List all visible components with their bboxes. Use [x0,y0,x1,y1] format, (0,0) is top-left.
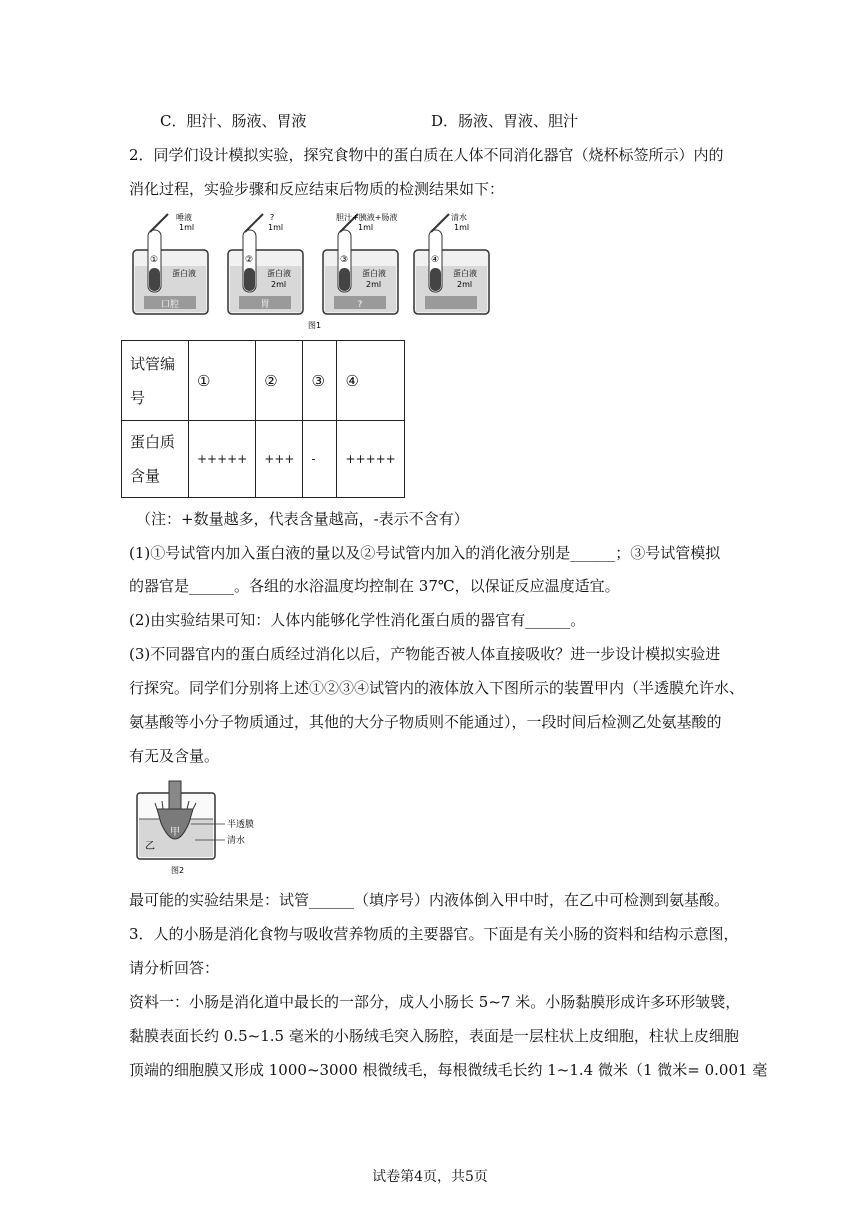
table-cell-tube-2: ② [256,341,303,421]
table-cell-content-2: +++ [256,421,303,498]
beaker-2 [228,213,303,314]
table-cell-tube-1: ① [189,341,256,421]
results-table [121,340,405,498]
table-cell-content-3: - [303,421,337,498]
q2-result: 最可能的实验结果是：试管______（填序号）内液体倒入甲中时，在乙中可检测到氨基酸。 [129,891,730,909]
beaker-2-num: ② [245,255,254,265]
table-cell-tube-4: ④ [337,341,404,421]
table-header-protein-content-b: 含量 [130,467,161,485]
beaker-3-added: 胆汁+胰液+肠液 [336,213,398,222]
table-cell-content-4: +++++ [337,421,404,498]
beaker-4-liquid: 蛋白液 [453,269,477,278]
table-header-protein-content [122,421,189,498]
beaker-3-liquid: 蛋白液 [362,269,386,278]
q2-sub3-line1: (3)不同器官内的蛋白质经过消化以后，产物能否被人体直接吸收？进一步设计模拟实验进 [129,645,721,663]
q2-sub1-line2: 的器官是______。各组的水浴温度均控制在 37℃，以保证反应温度适宜。 [129,577,620,595]
beaker-2-liquid-vol: 2ml [271,280,287,289]
q2-intro-line1: 2．同学们设计模拟实验，探究食物中的蛋白质在人体不同消化器官（烧杯标签所示）内的 [129,146,724,164]
figure-2-label-jia: 甲 [170,827,180,838]
table-header-tube-number-b: 号 [130,388,146,407]
beaker-1-added: 唾液 [176,213,192,222]
q2-sub3-line4: 有无及含量。 [129,747,220,765]
page-footer: 试卷第4页，共5页 [372,1169,488,1185]
figure-1 [128,208,498,333]
beaker-4-liquid-vol: 2ml [457,280,473,289]
table-cell-tube-3: ③ [303,341,337,421]
q2-sub3-line3: 氨基酸等小分子物质通过，其他的大分子物质则不能通过），一段时间后检测乙处氨基酸的 [129,713,722,731]
figure-2-label-membrane: 半透膜 [227,820,255,830]
q3-line1: 3．人的小肠是消化食物与吸收营养物质的主要器官。下面是有关小肠的资料和结构示意图， [129,925,739,943]
table-header-protein-content-a: 蛋白质 [130,433,176,451]
q2-sub1-line1: (1)①号试管内加入蛋白液的量以及②号试管内加入的消化液分别是______；③号试管模拟 [129,544,721,562]
figure-2-label-water: 清水 [227,836,246,846]
option-c: C．胆汁、肠液、胃液 [160,112,307,130]
q2-sub2: (2)由实验结果可知：人体内能够化学性消化蛋白质的器官有______。 [129,611,586,629]
q3-material-line1: 资料一：小肠是消化道中最长的一部分，成人小肠长 5~7 米。小肠黏膜形成许多环形皱襞， [129,993,741,1011]
table-note: （注：+数量越多，代表含量越高，-表示不含有） [136,510,469,528]
beaker-1-added-vol: 1ml [179,223,195,232]
table-cell-content-1: +++++ [189,421,256,498]
beaker-4 [414,212,489,314]
table-header-tube-number-a: 试管编 [130,354,176,373]
beaker-4-added: 清水 [451,213,467,222]
beaker-4-num: ④ [431,255,440,265]
beaker-3-label: ? [357,300,363,310]
beaker-1-num: ① [150,255,159,265]
table-header-tube-number [122,341,189,421]
beaker-3-num: ③ [340,255,349,265]
beaker-1-liquid: 蛋白液 [172,269,196,278]
beaker-2-added-vol: 1ml [268,223,284,232]
q3-material-line3: 顶端的细胞膜又形成 1000~3000 根微绒毛，每根微绒毛长约 1~1.4 微米（1 微米= 0.001 毫 [129,1061,768,1079]
q3-line2: 请分析回答： [129,959,220,977]
beaker-1-label: 口腔 [160,300,180,310]
figure-2-caption: 图2 [171,866,185,875]
beaker-3-liquid-vol: 2ml [366,280,382,289]
beaker-1 [133,212,208,314]
beaker-2-liquid: 蛋白液 [267,269,291,278]
q2-sub3-line2: 行探究。同学们分别将上述①②③④试管内的液体放入下图所示的装置甲内（半透膜允许水、 [129,679,745,697]
beaker-3 [323,212,398,314]
option-d: D．肠液、胃液、胆汁 [431,112,579,130]
figure-1-caption: 图1 [308,321,322,330]
beaker-2-label: 胃 [260,300,270,310]
q3-material-line2: 黏膜表面长约 0.5~1.5 毫米的小肠绒毛突入肠腔，表面是一层柱状上皮细胞，柱状上皮细胞 [129,1027,739,1045]
figure-2-label-yi: 乙 [145,841,155,852]
q2-intro-line2: 消化过程，实验步骤和反应结束后物质的检测结果如下： [129,180,505,198]
beaker-2-added: ? [270,213,275,222]
beaker-3-added-vol: 1ml [358,223,374,232]
figure-2 [133,779,273,879]
beaker-4-added-vol: 1ml [454,223,470,232]
